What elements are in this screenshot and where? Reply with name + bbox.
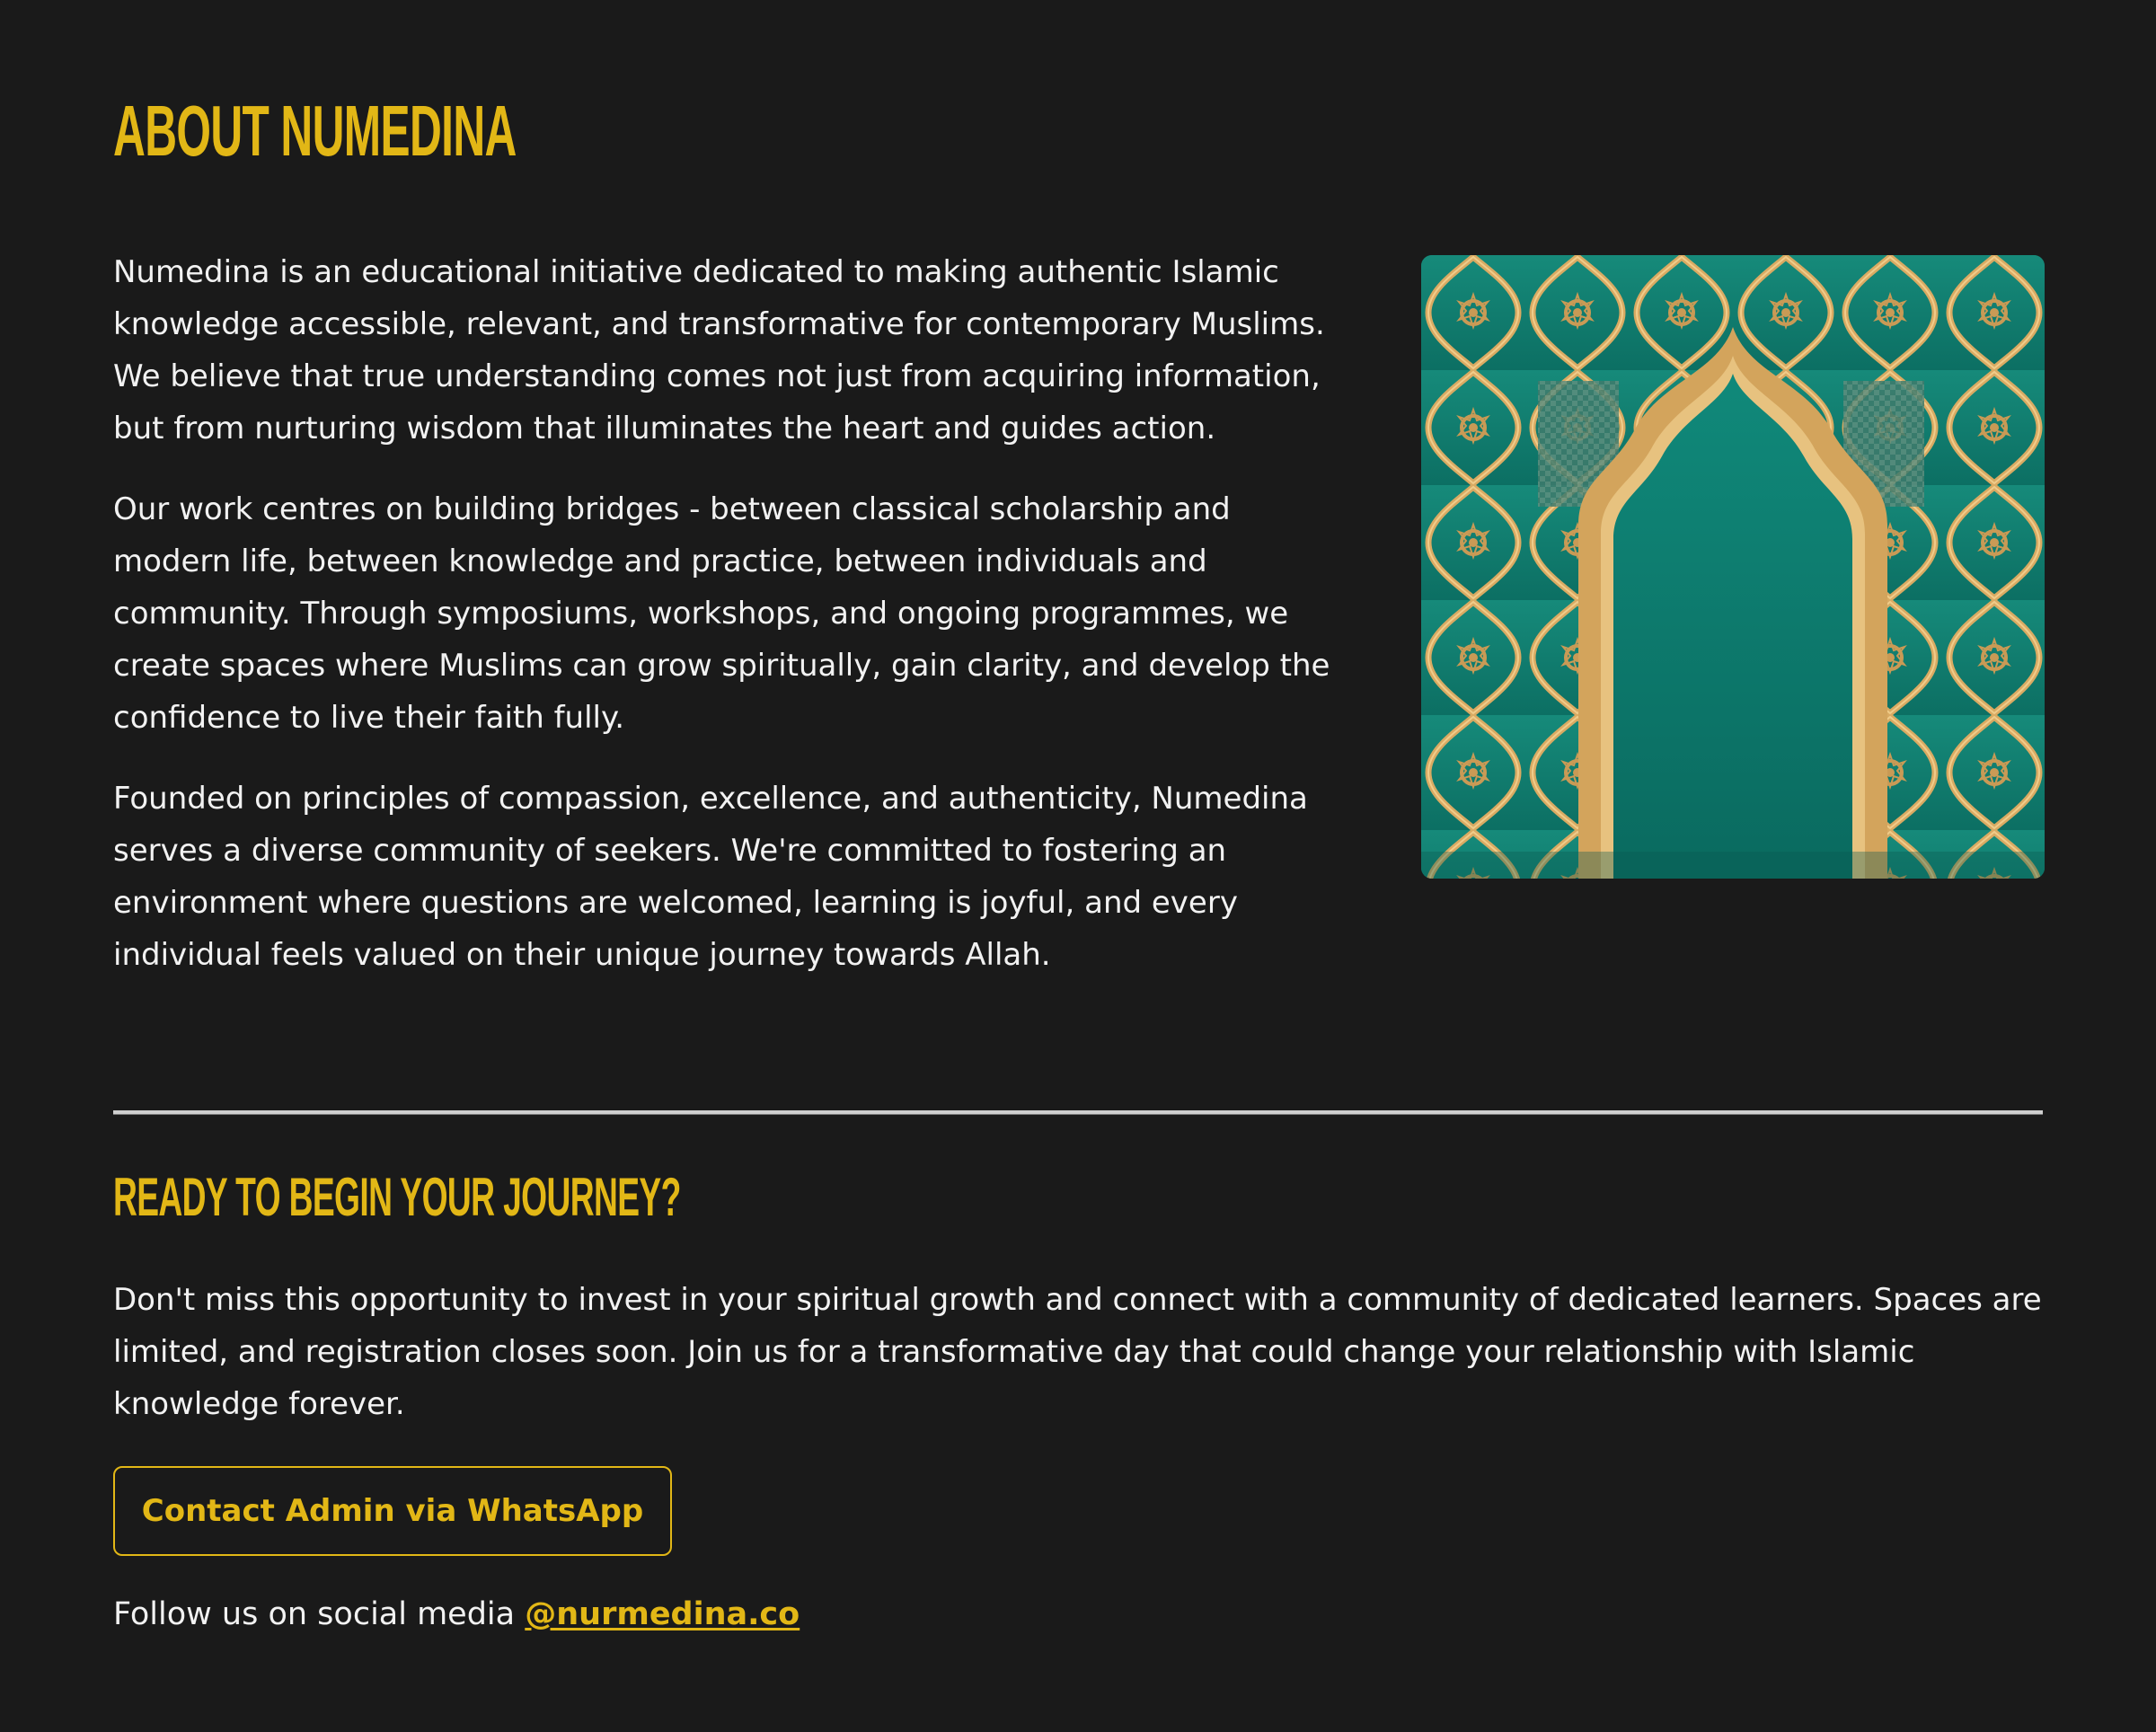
social-prefix: Follow us on social media <box>113 1596 516 1632</box>
contact-whatsapp-button[interactable]: Contact Admin via WhatsApp <box>113 1466 672 1556</box>
about-title: ABOUT NUMEDINA <box>113 91 517 171</box>
about-paragraph: Numedina is an educational initiative dedicated to making authentic Islamic knowledge accessible, relevant, and transformative for contemporary Muslims. We believe that true understanding comes not just from acquiring information, but from nurturing wisdom that illuminates the heart and guides action. <box>113 254 1325 446</box>
cta-text: Don't miss this opportunity to invest in your spiritual growth and connect with a community of dedicated learners. Spaces are limited, and registration closes soon. Join us for a transformative day that could change your relationship with Islamic knowledge forever. <box>113 1282 2042 1422</box>
section-divider <box>113 1110 2043 1115</box>
social-line <box>113 1588 800 1640</box>
about-text <box>113 246 1353 1010</box>
cta-title: READY TO BEGIN YOUR JOURNEY? <box>113 1167 681 1227</box>
about-paragraph: Our work centres on building bridges - between classical scholarship and modern life, between knowledge and practice, between individuals and community. Through symposiums, workshops, and ongoing programmes, we create spaces where Muslims can grow spiritually, gain clarity, and develop the confidence to live their faith fully. <box>113 491 1330 736</box>
social-handle-link[interactable]: @nurmedina.co <box>525 1596 800 1632</box>
about-paragraph: Founded on principles of compassion, excellence, and authenticity, Numedina serves a diverse community of seekers. We're committed to fostering an environment where questions are welcomed, learning is joyful, and every individual feels valued on their unique journey towards Allah. <box>113 781 1308 973</box>
arch-pattern-illustration <box>1421 255 2045 879</box>
islamic-arch-image <box>1421 255 2045 879</box>
